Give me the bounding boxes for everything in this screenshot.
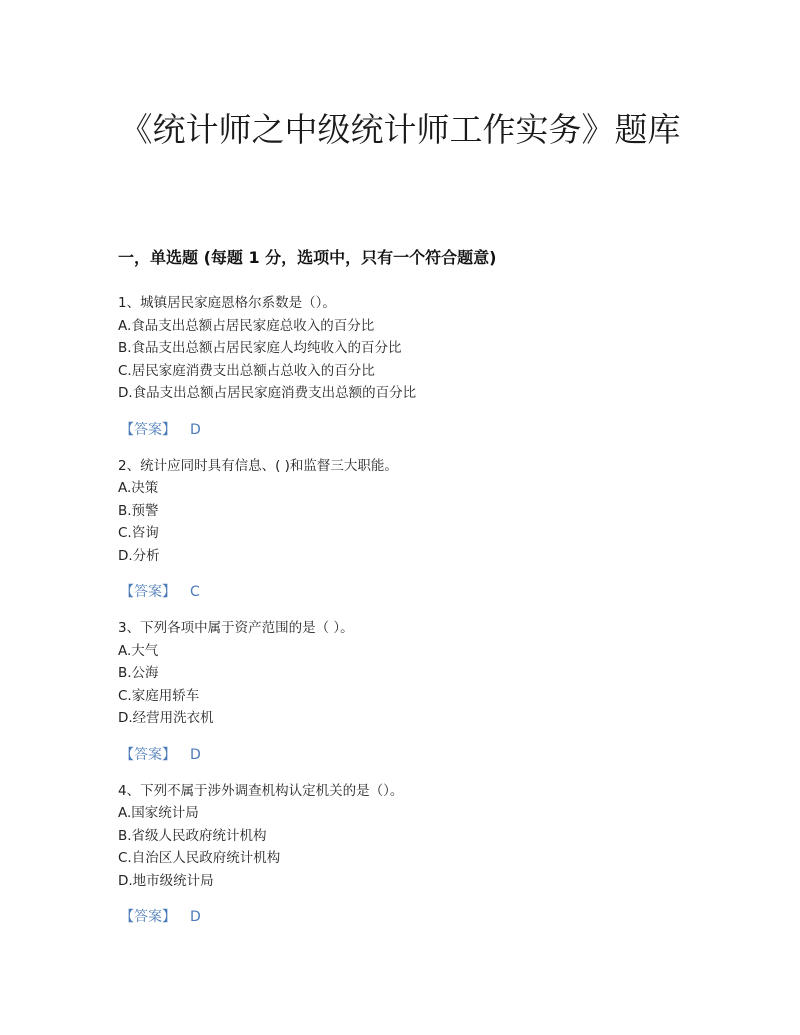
question-list — [118, 292, 718, 942]
question-4 — [118, 780, 718, 929]
answer-label: 【答案】 — [120, 909, 176, 925]
answer-line — [120, 581, 718, 603]
question-2 — [118, 455, 718, 604]
option-b: B.食品支出总额占居民家庭人均纯收入的百分比 — [118, 340, 402, 356]
answer-line — [120, 419, 718, 441]
option-c: C.家庭用轿车 — [118, 687, 200, 704]
option-d: D.经营用洗衣机 — [118, 710, 214, 726]
question-3 — [118, 617, 718, 766]
option-a: A.国家统计局 — [118, 805, 199, 821]
option-c: C.居民家庭消费支出总额占总收入的百分比 — [118, 362, 375, 379]
answer-label: 【答案】 — [120, 746, 176, 763]
answer-value: C — [190, 584, 200, 600]
option-b: B.公海 — [118, 665, 159, 681]
option-d: D.地市级统计局 — [118, 872, 214, 889]
question-1 — [118, 292, 718, 441]
answer-label: 【答案】 — [120, 421, 176, 438]
answer-value: D — [190, 421, 201, 438]
option-d: D.分析 — [118, 547, 160, 564]
option-b: B.省级人民政府统计机构 — [118, 827, 267, 844]
answer-line — [120, 906, 718, 928]
answer-value: D — [190, 909, 201, 925]
question-stem: 1、城镇居民家庭恩格尔系数是（）。 — [118, 295, 336, 311]
document-title: 《统计师之中级统计师工作实务》题库 — [119, 110, 681, 149]
option-a: A.食品支出总额占居民家庭总收入的百分比 — [118, 317, 375, 334]
question-stem: 3、下列各项中属于资产范围的是（ ）。 — [118, 620, 354, 636]
answer-line — [120, 744, 718, 766]
question-stem: 4、下列不属于涉外调查机构认定机关的是（）。 — [118, 782, 404, 799]
option-c: C.咨询 — [118, 525, 159, 541]
answer-label: 【答案】 — [120, 584, 176, 600]
section-heading: 一，单选题 (每题 1 分，选项中，只有一个符合题意) — [118, 248, 497, 267]
option-a: A.决策 — [118, 480, 159, 496]
option-c: C.自治区人民政府统计机构 — [118, 850, 281, 866]
question-stem: 2、统计应同时具有信息、( )和监督三大职能。 — [118, 457, 398, 474]
option-d: D.食品支出总额占居民家庭消费支出总额的百分比 — [118, 385, 417, 401]
answer-value: D — [190, 746, 201, 763]
option-b: B.预警 — [118, 502, 159, 519]
option-a: A.大气 — [118, 642, 159, 659]
